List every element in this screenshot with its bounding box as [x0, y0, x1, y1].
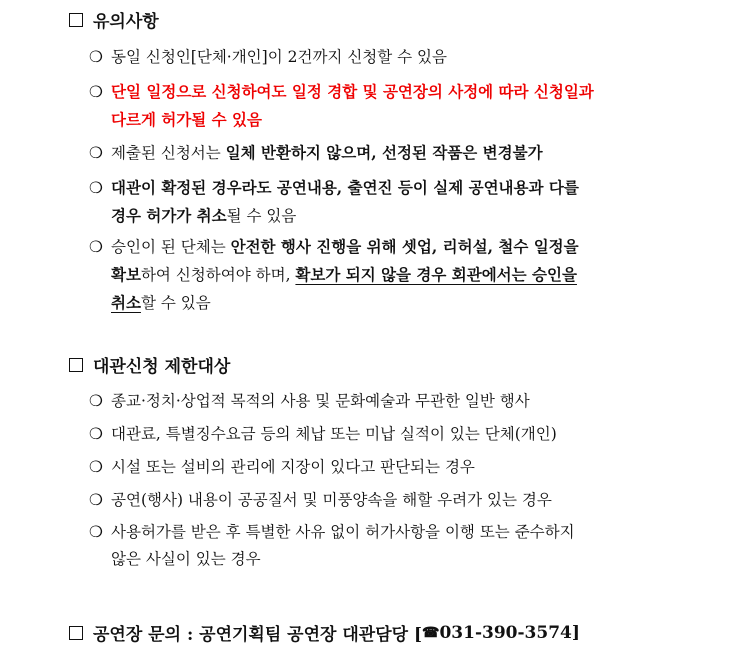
item-text: 동일 신청인[단체·개인]이 2건까지 신청할 수 있음: [111, 48, 448, 66]
contact-bracket: ]: [571, 622, 580, 643]
item-text-bold: 확보: [111, 265, 141, 284]
circle-bullet-icon: ❍: [89, 238, 103, 256]
contact-phone: 031-390-3574: [439, 622, 572, 643]
list-item: [89, 44, 689, 71]
item-text-bold-underlined: 취소: [111, 293, 141, 312]
item-text: 종교·정치·상업적 목적의 사용 및 문화예술과 무관한 일반 행사: [111, 392, 530, 410]
item-text: 다르게 허가될 수 있음: [111, 110, 262, 129]
list-item: [89, 421, 689, 448]
list-item: [89, 454, 689, 481]
section-heading-contact: [69, 620, 580, 645]
list-item: [89, 139, 689, 167]
item-text: 하여 신청하여야 하며,: [140, 266, 296, 284]
item-text: 시설 또는 설비의 관리에 지장이 있다고 판단되는 경우: [111, 458, 475, 476]
list-item: [89, 233, 689, 317]
circle-bullet-icon: ❍: [89, 458, 103, 476]
item-text-bold: 경우 허가가 취소: [111, 206, 227, 225]
item-text: 않은 사실이 있는 경우: [111, 550, 261, 568]
item-text-bold: 대관이 확정된 경우라도 공연내용, 출연진 등이 실제 공연내용과 다를: [111, 178, 579, 197]
circle-bullet-icon: ❍: [89, 179, 103, 197]
item-text: 단일 일정으로 신청하여도 일정 경합 및 공연장의 사정에 따라 신청일과: [111, 82, 594, 101]
list-item: [89, 78, 689, 134]
checkbox-square-icon: [69, 626, 83, 640]
item-text-bold: 안전한 행사 진행을 위해 셋업, 리허설, 철수 일정을: [230, 237, 579, 256]
telephone-icon: ☎: [422, 624, 440, 641]
item-text: 제출된 신청서는: [111, 144, 226, 162]
circle-bullet-icon: ❍: [89, 144, 103, 162]
list-item: [89, 174, 689, 230]
circle-bullet-icon: ❍: [89, 83, 103, 101]
list-item: [89, 388, 689, 415]
list-item: [89, 487, 689, 514]
section-title: 대관신청 제한대상: [93, 357, 231, 377]
circle-bullet-icon: ❍: [89, 48, 103, 66]
circle-bullet-icon: ❍: [89, 491, 103, 509]
item-text: 사용허가를 받은 후 특별한 사유 없이 허가사항을 이행 또는 준수하지: [111, 523, 575, 541]
item-text: 될 수 있음: [226, 207, 297, 225]
circle-bullet-icon: ❍: [89, 392, 103, 410]
checkbox-square-icon: [69, 13, 83, 27]
item-text: 승인이 된 단체는: [111, 238, 231, 256]
item-text: 대관료, 특별징수요금 등의 체납 또는 미납 실적이 있는 단체(개인): [111, 425, 557, 443]
contact-label: 공연장 문의 : 공연기획팀 공연장 대관담당 [: [93, 625, 423, 645]
circle-bullet-icon: ❍: [89, 523, 103, 541]
section-heading-notice: [69, 7, 159, 32]
section-heading-restrictions: [69, 352, 230, 377]
item-text-bold-underlined: 확보가 되지 않을 경우 회관에서는 승인을: [295, 265, 577, 284]
list-item: [89, 519, 689, 573]
item-text-bold: 일체 반환하지 않으며, 선정된 작품은 변경불가: [225, 143, 543, 162]
section-title: 유의사항: [93, 12, 159, 32]
item-text: 할 수 있음: [140, 294, 211, 312]
circle-bullet-icon: ❍: [89, 425, 103, 443]
checkbox-square-icon: [69, 358, 83, 372]
item-text: 공연(행사) 내용이 공공질서 및 미풍양속을 해할 우려가 있는 경우: [111, 491, 552, 509]
